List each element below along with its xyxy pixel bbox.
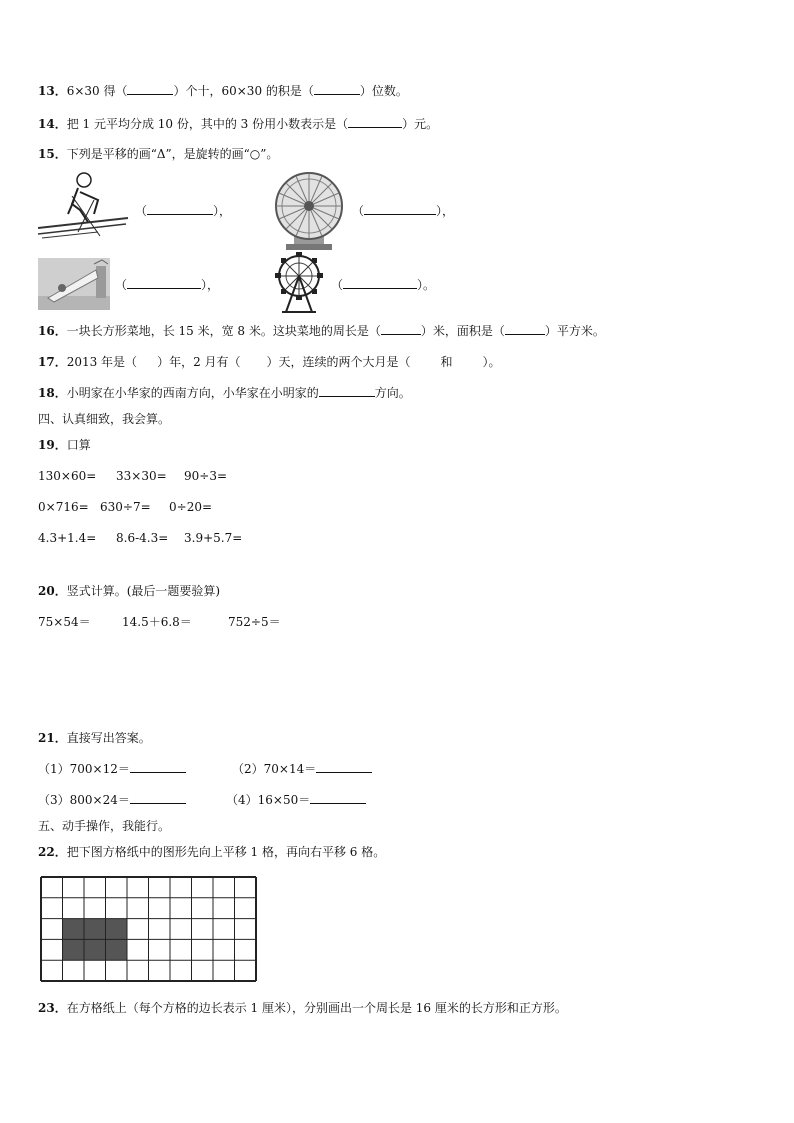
answer-blank[interactable] [343, 277, 417, 289]
answer-blank[interactable] [381, 323, 421, 335]
square-grid[interactable] [40, 876, 258, 982]
answer-blank[interactable] [316, 761, 372, 773]
calc-row: （2）70×14＝ [232, 761, 372, 777]
question-15: 15．下列是平移的画“Δ”，是旋转的画“○”。 [38, 147, 279, 161]
question-14: 14．把 1 元平均分成 10 份，其中的 3 份用小数表示是（ ）元。 [38, 117, 439, 131]
answer-blank[interactable] [348, 116, 402, 128]
answer-blank[interactable] [127, 277, 201, 289]
answer-item: （ ）， [352, 204, 455, 218]
question-13: 13．6×30 得（ ）个十，60×30 的积是（ ）位数。 [38, 84, 408, 98]
ferris-wheel-icon [272, 252, 326, 314]
answer-item: （ ）。 [331, 278, 436, 292]
answer-item: （ ）， [115, 278, 220, 292]
slide-icon [38, 258, 110, 310]
question-20: 20．竖式计算。(最后一题要验算) [38, 584, 221, 598]
calc-row: （4）16×50＝ [226, 792, 366, 808]
skier-icon [38, 170, 130, 242]
question-18: 18．小明家在小华家的西南方向，小华家在小明家的 方向。 [38, 386, 411, 400]
answer-blank[interactable] [319, 385, 375, 397]
wheel-icon [272, 170, 346, 250]
calc-row: 130×60= 33×30= 90÷3= [38, 469, 228, 483]
answer-item: （ ）， [135, 204, 232, 218]
answer-blank[interactable] [147, 203, 213, 215]
calc-row: 4.3+1.4= 8.6-4.3= 3.9+5.7= [38, 531, 243, 545]
question-19: 19．口算 [38, 438, 91, 452]
question-21: 21．直接写出答案。 [38, 731, 151, 745]
question-22: 22．把下图方格纸中的图形先向上平移 1 格，再向右平移 6 格。 [38, 845, 386, 859]
answer-blank[interactable] [130, 792, 186, 804]
answer-blank[interactable] [314, 83, 360, 95]
question-23: 23．在方格纸上（每个方格的边长表示 1 厘米），分别画出一个周长是 16 厘米的长方形和正方形。 [38, 1001, 567, 1015]
question-16: 16．一块长方形菜地，长 15 米，宽 8 米。这块菜地的周长是（ ）米，面积是（ ）平方米。 [38, 324, 605, 338]
answer-blank[interactable] [130, 761, 186, 773]
question-17: 17．2013 年是（ ）年，2 月有（ ）天，连续的两个大月是（ 和 ）。 [38, 355, 501, 369]
calc-row: （1）700×12＝ [38, 761, 186, 777]
section-heading: 五、动手操作，我能行。 [38, 819, 171, 833]
calc-row: 0×716= 630÷7= 0÷20= [38, 500, 213, 514]
answer-blank[interactable] [505, 323, 545, 335]
answer-blank[interactable] [364, 203, 436, 215]
calc-row: （3）800×24＝ [38, 792, 186, 808]
answer-blank[interactable] [127, 83, 173, 95]
section-heading: 四、认真细致，我会算。 [38, 412, 171, 426]
answer-blank[interactable] [310, 792, 366, 804]
calc-row: 75×54＝ 14.5＋6.8＝ 752÷5＝ [38, 615, 281, 629]
